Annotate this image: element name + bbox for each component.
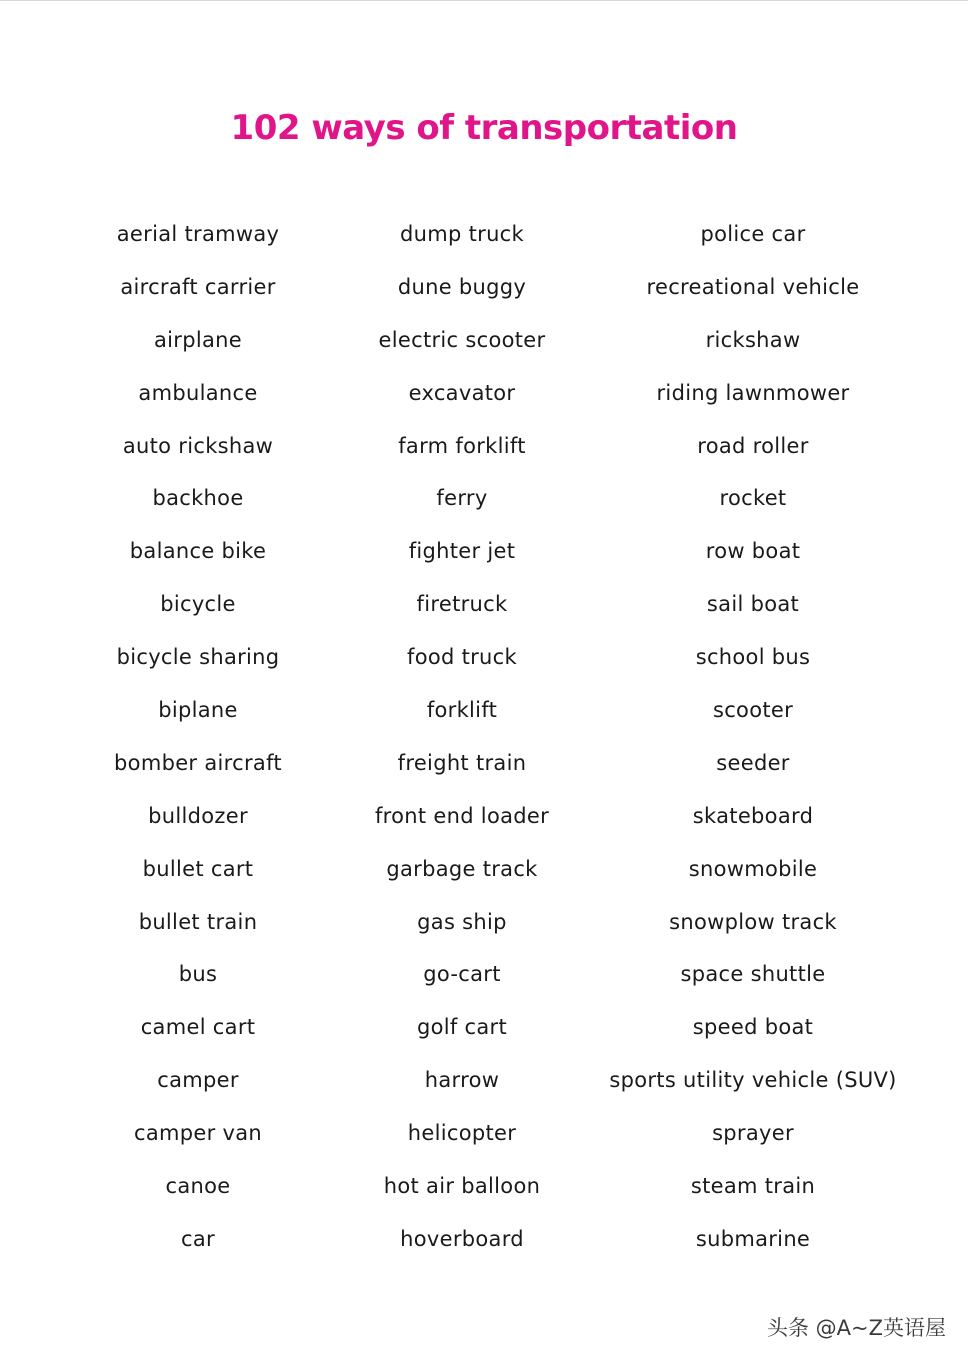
- list-item: food truck: [407, 645, 517, 670]
- list-item: snowmobile: [688, 856, 818, 881]
- list-item: school bus: [695, 645, 811, 670]
- word-column-2: [332, 208, 592, 1266]
- list-item: garbage track: [386, 856, 538, 881]
- list-item: police car: [700, 222, 806, 246]
- list-item: ferry: [436, 486, 488, 511]
- list-item: hoverboard: [400, 1226, 524, 1251]
- list-item: skateboard: [692, 803, 814, 828]
- list-item: bicycle: [160, 592, 236, 617]
- list-item: airplane: [154, 327, 242, 352]
- list-item: bullet train: [138, 909, 258, 934]
- list-item: speed boat: [692, 1015, 814, 1040]
- list-item: riding lawnmower: [656, 380, 850, 405]
- list-item: sports utility vehicle (SUV): [609, 1068, 897, 1093]
- list-item: submarine: [695, 1226, 811, 1251]
- list-item: dump truck: [400, 222, 524, 246]
- list-item: dune buggy: [397, 274, 527, 299]
- list-item: rocket: [719, 486, 787, 511]
- list-item: biplane: [158, 698, 238, 723]
- list-item: row boat: [705, 539, 801, 564]
- list-item: camper: [157, 1068, 239, 1093]
- list-item: bulldozer: [148, 803, 248, 828]
- list-item: car: [181, 1226, 215, 1251]
- list-item: front end loader: [374, 803, 550, 828]
- list-item: gas ship: [417, 909, 507, 934]
- page-title: 102 ways of transportation: [230, 108, 738, 148]
- list-item: ambulance: [138, 380, 258, 405]
- list-item: sprayer: [712, 1121, 794, 1146]
- list-item: balance bike: [129, 539, 267, 564]
- list-item: seeder: [716, 750, 790, 775]
- list-item: electric scooter: [378, 327, 546, 352]
- list-item: scooter: [712, 698, 794, 723]
- list-item: firetruck: [416, 592, 508, 617]
- word-column-1: [68, 208, 328, 1266]
- list-item: sail boat: [706, 592, 800, 617]
- list-item: backhoe: [152, 486, 244, 511]
- word-column-3: [592, 208, 914, 1266]
- list-item: bullet cart: [142, 856, 254, 881]
- list-item: steam train: [690, 1174, 816, 1199]
- list-item: recreational vehicle: [646, 274, 860, 299]
- list-item: rickshaw: [705, 327, 801, 352]
- list-item: bomber aircraft: [114, 750, 282, 775]
- list-item: bus: [178, 962, 218, 987]
- list-item: golf cart: [416, 1015, 508, 1040]
- list-item: canoe: [165, 1174, 231, 1199]
- list-item: snowplow track: [669, 909, 837, 934]
- list-item: camel cart: [140, 1015, 256, 1040]
- top-divider: [0, 0, 968, 1]
- list-item: bicycle sharing: [116, 645, 280, 670]
- list-item: fighter jet: [408, 539, 516, 564]
- list-item: go-cart: [423, 962, 501, 987]
- list-item: hot air balloon: [383, 1174, 541, 1199]
- list-item: aerial tramway: [116, 222, 280, 246]
- list-item: space shuttle: [680, 962, 826, 987]
- list-item: auto rickshaw: [122, 433, 274, 458]
- list-item: freight train: [397, 750, 527, 775]
- list-item: harrow: [424, 1068, 500, 1093]
- list-item: farm forklift: [398, 433, 526, 458]
- list-item: forklift: [426, 698, 498, 723]
- list-item: aircraft carrier: [120, 274, 276, 299]
- list-item: camper van: [133, 1121, 263, 1146]
- list-item: excavator: [408, 380, 516, 405]
- watermark: 头条 @A~Z英语屋: [766, 1316, 946, 1340]
- list-item: road roller: [697, 433, 809, 458]
- list-item: helicopter: [407, 1121, 517, 1146]
